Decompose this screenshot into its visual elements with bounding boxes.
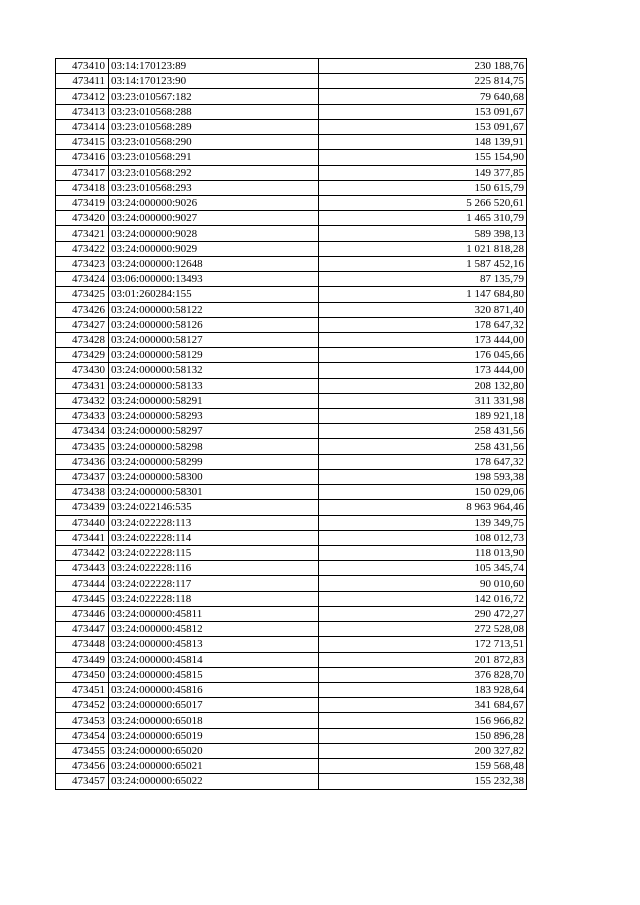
cadastral-number-cell: 03:23:010568:292 [109, 165, 319, 180]
cadastral-number-cell: 03:24:000000:58299 [109, 454, 319, 469]
table-row [56, 728, 527, 743]
record-number-cell: 473413 [56, 104, 109, 119]
cadastral-number-cell: 03:23:010568:288 [109, 104, 319, 119]
table-row [56, 363, 527, 378]
cadastral-number-cell: 03:24:022228:114 [109, 530, 319, 545]
cadastral-value-cell: 258 431,56 [319, 424, 527, 439]
cadastral-number-cell: 03:24:000000:45813 [109, 637, 319, 652]
table-row [56, 485, 527, 500]
record-number-cell: 473450 [56, 667, 109, 682]
record-number-cell: 473417 [56, 165, 109, 180]
table-row [56, 409, 527, 424]
cadastral-value-cell: 589 398,13 [319, 226, 527, 241]
record-number-cell: 473452 [56, 698, 109, 713]
cadastral-value-cell: 159 568,48 [319, 759, 527, 774]
record-number-cell: 473410 [56, 59, 109, 74]
cadastral-value-cell: 8 963 964,46 [319, 500, 527, 515]
cadastral-value-cell: 139 349,75 [319, 515, 527, 530]
cadastral-number-cell: 03:24:000000:65017 [109, 698, 319, 713]
cadastral-value-cell: 150 896,28 [319, 728, 527, 743]
record-number-cell: 473432 [56, 393, 109, 408]
record-number-cell: 473447 [56, 622, 109, 637]
record-number-cell: 473451 [56, 682, 109, 697]
cadastral-value-cell: 341 684,67 [319, 698, 527, 713]
table-row [56, 515, 527, 530]
table-row [56, 332, 527, 347]
cadastral-value-cell: 173 444,00 [319, 332, 527, 347]
table-row [56, 226, 527, 241]
cadastral-number-cell: 03:24:000000:9026 [109, 195, 319, 210]
cadastral-number-cell: 03:24:000000:45814 [109, 652, 319, 667]
cadastral-number-cell: 03:23:010568:293 [109, 180, 319, 195]
cadastral-number-cell: 03:24:000000:9027 [109, 211, 319, 226]
table-row [56, 743, 527, 758]
cadastral-value-cell: 155 232,38 [319, 774, 527, 789]
record-number-cell: 473445 [56, 591, 109, 606]
cadastral-number-cell: 03:24:022146:535 [109, 500, 319, 515]
cadastral-value-cell: 155 154,90 [319, 150, 527, 165]
cadastral-value-cell: 87 135,79 [319, 272, 527, 287]
cadastral-number-cell: 03:24:000000:45816 [109, 682, 319, 697]
cadastral-value-cell: 1 465 310,79 [319, 211, 527, 226]
cadastral-value-cell: 176 045,66 [319, 348, 527, 363]
cadastral-value-cell: 198 593,38 [319, 469, 527, 484]
cadastral-value-cell: 376 828,70 [319, 667, 527, 682]
cadastral-number-cell: 03:23:010568:291 [109, 150, 319, 165]
cadastral-number-cell: 03:24:000000:45812 [109, 622, 319, 637]
record-number-cell: 473440 [56, 515, 109, 530]
table-row [56, 89, 527, 104]
record-number-cell: 473437 [56, 469, 109, 484]
table-row [56, 317, 527, 332]
table-row [56, 393, 527, 408]
record-number-cell: 473414 [56, 119, 109, 134]
table-row [56, 378, 527, 393]
cadastral-value-cell: 201 872,83 [319, 652, 527, 667]
record-number-cell: 473430 [56, 363, 109, 378]
record-number-cell: 473443 [56, 561, 109, 576]
cadastral-value-cell: 173 444,00 [319, 363, 527, 378]
cadastral-value-cell: 178 647,32 [319, 317, 527, 332]
record-number-cell: 473444 [56, 576, 109, 591]
cadastral-value-cell: 150 029,06 [319, 485, 527, 500]
cadastral-number-cell: 03:24:000000:58297 [109, 424, 319, 439]
record-number-cell: 473449 [56, 652, 109, 667]
cadastral-number-cell: 03:24:000000:58293 [109, 409, 319, 424]
record-number-cell: 473421 [56, 226, 109, 241]
cadastral-number-cell: 03:24:000000:58126 [109, 317, 319, 332]
cadastral-number-cell: 03:24:000000:58298 [109, 439, 319, 454]
table-row [56, 287, 527, 302]
table-row [56, 698, 527, 713]
cadastral-value-cell: 1 587 452,16 [319, 256, 527, 271]
cadastral-number-cell: 03:24:000000:9028 [109, 226, 319, 241]
record-number-cell: 473433 [56, 409, 109, 424]
cadastral-value-cell: 172 713,51 [319, 637, 527, 652]
cadastral-value-cell: 208 132,80 [319, 378, 527, 393]
table-row [56, 667, 527, 682]
record-number-cell: 473423 [56, 256, 109, 271]
table-row [56, 713, 527, 728]
cadastral-value-cell: 79 640,68 [319, 89, 527, 104]
cadastral-number-cell: 03:24:000000:65019 [109, 728, 319, 743]
cadastral-value-cell: 153 091,67 [319, 104, 527, 119]
table-row [56, 74, 527, 89]
cadastral-number-cell: 03:24:000000:65018 [109, 713, 319, 728]
table-row [56, 454, 527, 469]
table-body [56, 59, 527, 790]
table-row [56, 256, 527, 271]
table-row [56, 211, 527, 226]
record-number-cell: 473425 [56, 287, 109, 302]
table-row [56, 165, 527, 180]
table-row [56, 637, 527, 652]
table-row [56, 195, 527, 210]
cadastral-value-cell: 258 431,56 [319, 439, 527, 454]
cadastral-value-cell: 189 921,18 [319, 409, 527, 424]
cadastral-value-cell: 1 021 818,28 [319, 241, 527, 256]
record-number-cell: 473431 [56, 378, 109, 393]
cadastral-number-cell: 03:24:022228:115 [109, 546, 319, 561]
cadastral-number-cell: 03:24:000000:58300 [109, 469, 319, 484]
cadastral-value-cell: 149 377,85 [319, 165, 527, 180]
record-number-cell: 473454 [56, 728, 109, 743]
cadastral-number-cell: 03:24:022228:118 [109, 591, 319, 606]
cadastral-value-cell: 153 091,67 [319, 119, 527, 134]
cadastral-value-cell: 311 331,98 [319, 393, 527, 408]
cadastral-number-cell: 03:24:000000:58301 [109, 485, 319, 500]
record-number-cell: 473429 [56, 348, 109, 363]
cadastral-number-cell: 03:01:260284:155 [109, 287, 319, 302]
cadastral-number-cell: 03:24:000000:58122 [109, 302, 319, 317]
cadastral-value-cell: 118 013,90 [319, 546, 527, 561]
table-row [56, 530, 527, 545]
table-row [56, 469, 527, 484]
cadastral-number-cell: 03:24:000000:65022 [109, 774, 319, 789]
record-number-cell: 473424 [56, 272, 109, 287]
table-row [56, 606, 527, 621]
cadastral-number-cell: 03:24:022228:117 [109, 576, 319, 591]
cadastral-value-cell: 230 188,76 [319, 59, 527, 74]
cadastral-value-cell: 320 871,40 [319, 302, 527, 317]
table-row [56, 150, 527, 165]
record-number-cell: 473419 [56, 195, 109, 210]
cadastral-value-cell: 105 345,74 [319, 561, 527, 576]
table-row [56, 652, 527, 667]
cadastral-value-cell: 90 010,60 [319, 576, 527, 591]
record-number-cell: 473456 [56, 759, 109, 774]
record-number-cell: 473422 [56, 241, 109, 256]
cadastral-number-cell: 03:14:170123:90 [109, 74, 319, 89]
cadastral-number-cell: 03:24:000000:65020 [109, 743, 319, 758]
table-row [56, 104, 527, 119]
cadastral-value-cell: 142 016,72 [319, 591, 527, 606]
cadastral-number-cell: 03:24:022228:116 [109, 561, 319, 576]
table-row [56, 241, 527, 256]
cadastral-number-cell: 03:24:000000:9029 [109, 241, 319, 256]
cadastral-value-cell: 272 528,08 [319, 622, 527, 637]
table-row [56, 439, 527, 454]
table-row [56, 424, 527, 439]
record-number-cell: 473415 [56, 135, 109, 150]
cadastral-number-cell: 03:24:000000:58127 [109, 332, 319, 347]
record-number-cell: 473436 [56, 454, 109, 469]
table-row [56, 576, 527, 591]
record-number-cell: 473426 [56, 302, 109, 317]
table-row [56, 500, 527, 515]
cadastral-number-cell: 03:24:000000:58129 [109, 348, 319, 363]
table-row [56, 59, 527, 74]
cadastral-number-cell: 03:23:010568:290 [109, 135, 319, 150]
table-row [56, 561, 527, 576]
record-number-cell: 473411 [56, 74, 109, 89]
cadastral-value-cell: 150 615,79 [319, 180, 527, 195]
record-number-cell: 473427 [56, 317, 109, 332]
cadastral-number-cell: 03:23:010567:182 [109, 89, 319, 104]
table-row [56, 759, 527, 774]
record-number-cell: 473448 [56, 637, 109, 652]
record-number-cell: 473438 [56, 485, 109, 500]
cadastral-number-cell: 03:24:000000:45811 [109, 606, 319, 621]
record-number-cell: 473412 [56, 89, 109, 104]
cadastral-value-cell: 183 928,64 [319, 682, 527, 697]
cadastral-number-cell: 03:24:000000:58133 [109, 378, 319, 393]
cadastral-value-cell: 5 266 520,61 [319, 195, 527, 210]
record-number-cell: 473435 [56, 439, 109, 454]
cadastral-number-cell: 03:24:000000:65021 [109, 759, 319, 774]
cadastral-value-cell: 148 139,91 [319, 135, 527, 150]
table-row [56, 119, 527, 134]
record-number-cell: 473441 [56, 530, 109, 545]
cadastral-value-cell: 200 327,82 [319, 743, 527, 758]
record-number-cell: 473439 [56, 500, 109, 515]
table-row [56, 180, 527, 195]
record-number-cell: 473416 [56, 150, 109, 165]
table-row [56, 546, 527, 561]
record-number-cell: 473434 [56, 424, 109, 439]
table-row [56, 272, 527, 287]
cadastral-number-cell: 03:24:000000:12648 [109, 256, 319, 271]
table-row [56, 348, 527, 363]
cadastral-number-cell: 03:24:000000:58132 [109, 363, 319, 378]
cadastral-value-cell: 225 814,75 [319, 74, 527, 89]
cadastral-number-cell: 03:23:010568:289 [109, 119, 319, 134]
record-number-cell: 473455 [56, 743, 109, 758]
record-number-cell: 473418 [56, 180, 109, 195]
table-row [56, 622, 527, 637]
cadastral-value-cell: 290 472,27 [319, 606, 527, 621]
cadastral-number-cell: 03:24:000000:45815 [109, 667, 319, 682]
cadastral-number-cell: 03:24:022228:113 [109, 515, 319, 530]
record-number-cell: 473453 [56, 713, 109, 728]
record-number-cell: 473442 [56, 546, 109, 561]
table-row [56, 135, 527, 150]
record-number-cell: 473446 [56, 606, 109, 621]
record-number-cell: 473428 [56, 332, 109, 347]
table-row [56, 302, 527, 317]
cadastral-number-cell: 03:14:170123:89 [109, 59, 319, 74]
record-number-cell: 473457 [56, 774, 109, 789]
cadastral-value-cell: 178 647,32 [319, 454, 527, 469]
cadastral-value-cell: 108 012,73 [319, 530, 527, 545]
table-row [56, 591, 527, 606]
record-number-cell: 473420 [56, 211, 109, 226]
table-row [56, 774, 527, 789]
cadastral-value-cell: 1 147 684,80 [319, 287, 527, 302]
cadastral-value-table [55, 58, 527, 790]
cadastral-value-cell: 156 966,82 [319, 713, 527, 728]
cadastral-number-cell: 03:06:000000:13493 [109, 272, 319, 287]
cadastral-number-cell: 03:24:000000:58291 [109, 393, 319, 408]
table-row [56, 682, 527, 697]
